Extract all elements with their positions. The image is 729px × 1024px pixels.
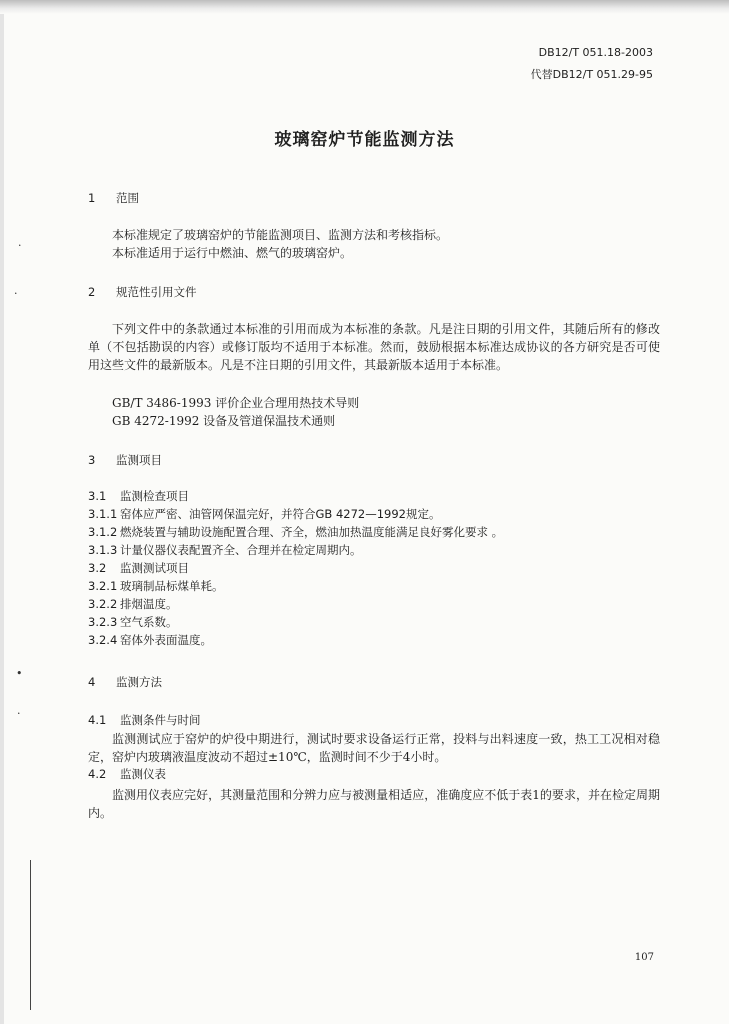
subsection-4-1-paragraph: 监测测试应于窑炉的炉役中期进行，测试时要求设备运行正常，投料与出料速度一致，热工工况相对稳定，窑炉内玻璃液温度波动不超过±10℃，监测时间不少于4小时。 [88,732,660,764]
scan-margin-line [30,860,31,1010]
section-number: 3 [88,453,96,467]
reference-item: GB 4272-1992 设备及管道保温技术通则 [112,414,336,428]
subsection-4-1-heading: 4.1 监测条件与时间 [88,713,201,727]
standard-code: DB12/T 051.18-2003 [538,46,653,59]
scan-speck: · [18,239,22,252]
list-item: 3.1.3 计量仪器仪表配置齐全、合理并在检定周期内。 [88,543,362,557]
section-2-paragraph: 下列文件中的条款通过本标准的引用而成为本标准的条款。凡是注日期的引用文件，其随后所有的修改单（不包括勘误的内容）或修订版均不适用于本标准。然而，鼓励根据本标准达成协议的各方研究是否可使用这些文件的最新版本。凡是不注日期的引用文件，其最新版本适用于本标准。 [88,322,660,372]
list-item: 3.2.3 空气系数。 [88,615,178,629]
scan-speck: · [17,707,21,720]
list-item: 3.2.1 玻璃制品标煤单耗。 [88,579,224,593]
section-title: 范围 [116,191,139,205]
subsection-4-2-paragraph: 监测用仪表应完好，其测量范围和分辨力应与被测量相适应，准确度应不低于表1的要求，并在检定周期内。 [88,788,660,820]
list-item: 3.1.2 燃烧装置与辅助设施配置合理、齐全，燃油加热温度能满足良好雾化要求 。 [88,525,504,539]
section-number: 4 [88,675,96,689]
section-number: 1 [88,191,96,205]
list-item: 3.2 监测测试项目 [88,561,189,575]
reference-item: GB/T 3486-1993 评价企业合理用热技术导则 [112,396,360,410]
scan-speck: • [16,667,23,680]
scan-left-edge [0,14,4,1024]
section-1-heading [88,190,139,206]
section-2-heading [88,284,197,300]
section-title: 监测方法 [116,675,162,689]
list-item: 3.2.2 排烟温度。 [88,597,178,611]
section-1-line: 本标准规定了玻璃窑炉的节能监测项目、监测方法和考核指标。 [112,228,449,242]
scan-top-edge [0,0,729,14]
list-item: 3.2.4 窑体外表面温度。 [88,633,212,647]
replaced-standard: 代替DB12/T 051.29-95 [530,68,653,81]
section-4-heading [88,674,162,690]
section-title: 规范性引用文件 [116,285,197,299]
section-3-heading [88,452,162,468]
section-title: 监测项目 [116,453,162,467]
section-number: 2 [88,285,96,299]
section-1-line: 本标准适用于运行中燃油、燃气的玻璃窑炉。 [112,246,353,260]
document-title: 玻璃窑炉节能监测方法 [274,130,455,150]
list-item: 3.1.1 窑体应严密、油管网保温完好，并符合GB 4272—1992规定。 [88,507,441,521]
list-item: 3.1 监测检查项目 [88,489,189,503]
scan-speck: · [14,287,18,300]
page-number: 107 [634,952,654,963]
subsection-4-2-heading: 4.2 监测仪表 [88,767,166,781]
